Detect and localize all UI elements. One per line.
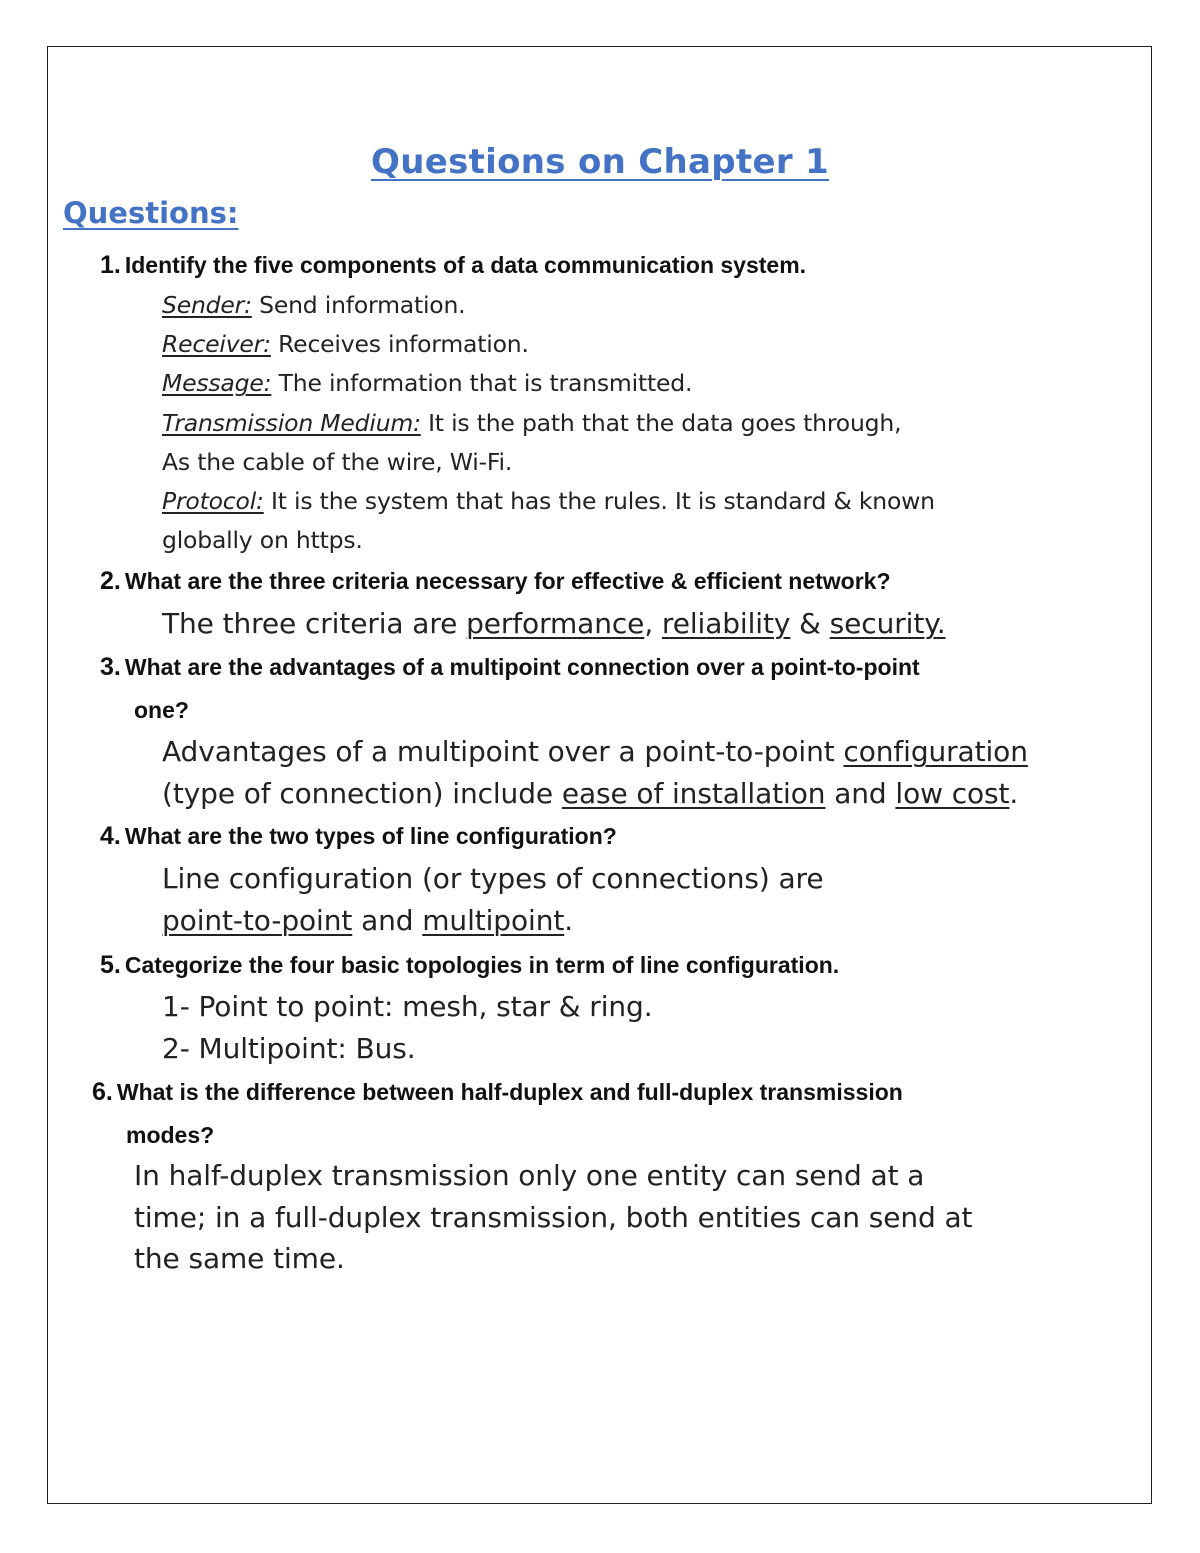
term-ease-of-installation: ease of installation xyxy=(561,776,826,810)
answer-line xyxy=(162,404,935,443)
term-multipoint: multipoint xyxy=(422,903,565,937)
term-receiver: Receiver: xyxy=(162,330,271,359)
answer-5 xyxy=(162,986,653,1069)
answer-text: Advantages of a multipoint over a point-to-point xyxy=(162,735,844,768)
answer-text: , xyxy=(644,607,662,640)
question-number: 4. xyxy=(100,822,121,850)
question-number: 3. xyxy=(100,653,121,681)
question-1 xyxy=(100,244,806,287)
criterion-performance: performance xyxy=(466,607,645,640)
question-number: 6. xyxy=(92,1078,113,1106)
answer-line xyxy=(162,773,1028,815)
term-message: Message: xyxy=(162,369,272,398)
answer-text: The three criteria are xyxy=(162,607,467,640)
term-point-to-point: point-to-point xyxy=(162,903,353,937)
answer-text: and xyxy=(352,903,423,937)
answer-6 xyxy=(134,1155,972,1280)
question-text-cont: modes? xyxy=(126,1122,215,1148)
criterion-security: security xyxy=(829,607,937,640)
answer-line xyxy=(162,364,935,403)
answer-line: 2- Multipoint: Bus. xyxy=(162,1031,416,1065)
answer-line: Line configuration (or types of connections) are xyxy=(162,862,824,895)
term-desc: As the cable of the wire, Wi-Fi. xyxy=(162,447,513,476)
term-desc: Receives information. xyxy=(270,330,529,359)
question-text: Identify the five components of a data communication system. xyxy=(124,252,807,278)
answer-text: . xyxy=(564,903,574,937)
answer-line xyxy=(162,521,935,560)
answer-line: time; in a full-duplex transmission, both entities can send at xyxy=(134,1200,973,1234)
term-protocol: Protocol: xyxy=(162,487,264,516)
question-text: Categorize the four basic topologies in term of line configuration. xyxy=(124,952,840,978)
term-desc: Send information. xyxy=(251,291,466,319)
answer-line xyxy=(162,900,823,942)
answer-text: (type of connection) include xyxy=(162,776,562,810)
term-desc: The information that is transmitted. xyxy=(271,369,693,398)
answer-3 xyxy=(162,731,1028,814)
question-text: What are the three criteria necessary for effective & efficient network? xyxy=(124,568,891,594)
question-text: What are the advantages of a multipoint connection over a point-to-point xyxy=(124,654,920,680)
term-low-cost: low cost xyxy=(895,776,1010,810)
question-5 xyxy=(100,944,839,987)
answer-line: In half-duplex transmission only one entity can send at a xyxy=(134,1159,925,1192)
term-transmission-medium: Transmission Medium: xyxy=(162,408,421,437)
answer-1 xyxy=(162,286,935,560)
term-desc: It is the system that has the rules. It is standard & known xyxy=(263,487,935,516)
answer-text: & xyxy=(790,607,830,640)
term-desc: It is the path that the data goes through, xyxy=(420,408,902,437)
page-title: Questions on Chapter 1 xyxy=(371,142,829,182)
question-6 xyxy=(92,1071,903,1157)
question-text-cont: one? xyxy=(134,697,189,723)
term-sender: Sender: xyxy=(162,291,252,319)
answer-text: . xyxy=(936,607,946,640)
criterion-reliability: reliability xyxy=(661,607,791,640)
answer-line xyxy=(162,325,935,364)
answer-line xyxy=(162,482,935,521)
questions-heading: Questions: xyxy=(63,196,239,230)
answer-line xyxy=(162,286,935,325)
question-number: 1. xyxy=(100,251,121,279)
answer-text: and xyxy=(825,776,896,810)
question-3 xyxy=(100,646,920,732)
question-number: 2. xyxy=(100,567,121,595)
answer-4 xyxy=(162,858,823,941)
question-text: What is the difference between half-duplex and full-duplex transmission xyxy=(116,1079,903,1105)
term-desc: globally on https. xyxy=(162,526,363,555)
answer-line: the same time. xyxy=(134,1242,345,1275)
question-4 xyxy=(100,815,617,858)
question-text: What are the two types of line configuration? xyxy=(124,823,617,849)
answer-line xyxy=(162,731,1028,773)
answer-line: 1- Point to point: mesh, star & ring. xyxy=(162,990,653,1023)
answer-2 xyxy=(162,603,946,645)
question-2 xyxy=(100,560,891,603)
term-configuration: configuration xyxy=(843,735,1028,768)
answer-line xyxy=(162,443,935,482)
answer-text: . xyxy=(1009,776,1019,810)
question-number: 5. xyxy=(100,951,121,979)
